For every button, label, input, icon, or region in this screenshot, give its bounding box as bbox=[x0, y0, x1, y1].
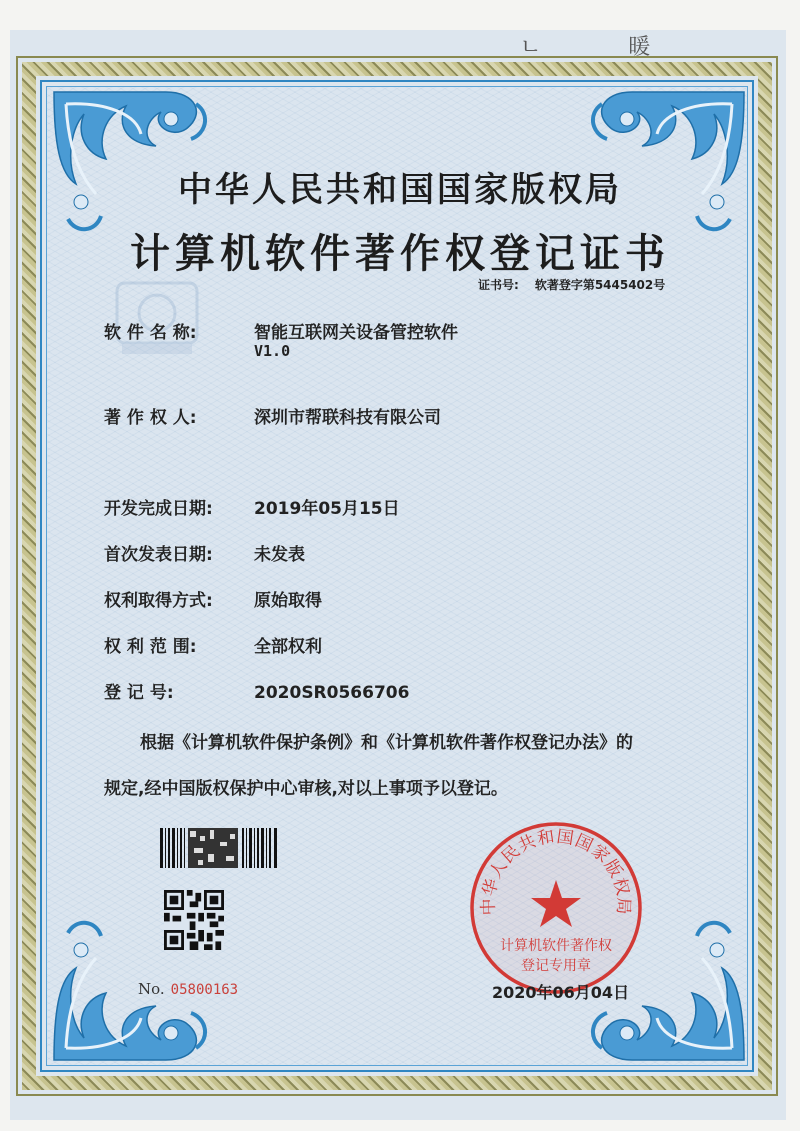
seal-ring-text: 中华人民共和国国家版权局 bbox=[478, 826, 634, 916]
statement-line-2: 规定,经中国版权保护中心审核,对以上事项予以登记。 bbox=[104, 779, 508, 799]
field-registration-number bbox=[104, 678, 409, 703]
field-value: 全部权利 bbox=[254, 637, 322, 657]
issuing-authority: 中华人民共和国国家版权局 bbox=[178, 170, 622, 210]
corner-ornament-top-left bbox=[46, 84, 216, 234]
software-version: V1.0 bbox=[254, 342, 291, 360]
field-label: 权利取得方式: bbox=[104, 591, 213, 611]
field-label: 首次发表日期: bbox=[104, 545, 213, 565]
serial-number bbox=[138, 980, 238, 998]
handwritten-note: ㄴ 暖 bbox=[520, 35, 691, 60]
field-value: 智能互联网关设备管控软件 bbox=[254, 323, 458, 343]
field-label: 著 作 权 人: bbox=[104, 408, 197, 428]
field-value: 原始取得 bbox=[254, 591, 322, 611]
seal-line-2: 登记专用章 bbox=[521, 958, 591, 974]
serial-number-label: No. bbox=[138, 980, 165, 998]
field-copyright-owner bbox=[104, 403, 441, 428]
serial-number-value: 05800163 bbox=[170, 982, 239, 998]
scroll-corner-ornament-icon bbox=[46, 84, 216, 234]
field-development-completed bbox=[104, 494, 400, 519]
field-value: 2019年05月15日 bbox=[254, 499, 400, 519]
certificate-number-label: 证书号: bbox=[478, 278, 519, 292]
field-rights-scope bbox=[104, 632, 322, 657]
field-label: 登 记 号: bbox=[104, 683, 174, 703]
field-first-published bbox=[104, 540, 305, 565]
barcode-icon bbox=[160, 828, 278, 868]
field-label: 软 件 名 称: bbox=[104, 323, 197, 343]
seal-line-1: 计算机软件著作权 bbox=[500, 938, 612, 954]
issue-date: 2020年06月04日 bbox=[492, 983, 630, 1002]
field-software-name bbox=[104, 318, 458, 343]
official-seal bbox=[468, 820, 644, 996]
certificate-number bbox=[478, 276, 681, 293]
qr-code-icon bbox=[164, 890, 224, 950]
certificate-title: 计算机软件著作权登记证书 bbox=[130, 230, 670, 277]
statement-line-1: 根据《计算机软件保护条例》和《计算机软件著作权登记办法》的 bbox=[140, 733, 633, 753]
field-label: 开发完成日期: bbox=[104, 499, 213, 519]
corner-ornament-top-right bbox=[582, 84, 752, 234]
field-value: 未发表 bbox=[254, 545, 305, 565]
field-label: 权 利 范 围: bbox=[104, 637, 197, 657]
field-acquisition-method bbox=[104, 586, 322, 611]
certificate-number-value: 软著登字第5445402号 bbox=[534, 278, 666, 292]
field-value: 深圳市帮联科技有限公司 bbox=[254, 408, 441, 428]
field-value: 2020SR0566706 bbox=[254, 683, 410, 703]
